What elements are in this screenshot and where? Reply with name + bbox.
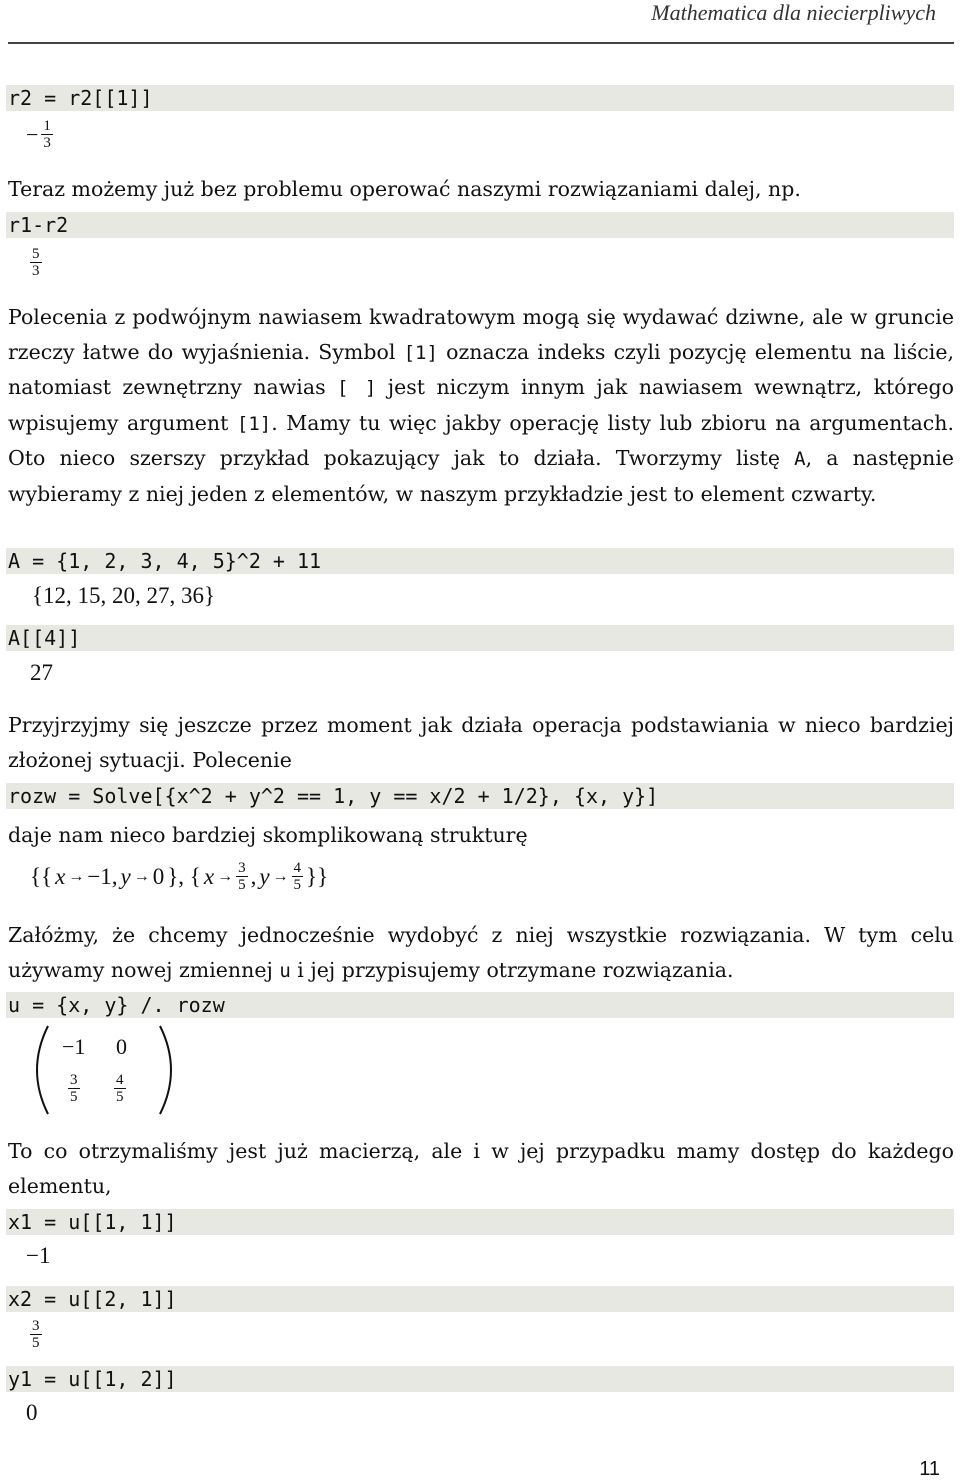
inline-code: A xyxy=(794,448,806,470)
fraction xyxy=(236,860,248,893)
text: , a następnie wybieramy z niej jeden z elementów, w naszym przykładzie jest to element czwarty. xyxy=(8,446,955,506)
output-cell-x1: −1 xyxy=(26,1243,51,1268)
text: oznacza indeks czyli pozycję elementu na liście, natomiast zewnętrzny nawias xyxy=(8,339,954,399)
input-cell-y1[interactable]: y1 = u[[1, 2]] xyxy=(6,1366,954,1392)
output-cell-rozw xyxy=(30,860,328,893)
input-cell-u[interactable]: u = {x, y} /. rozw xyxy=(6,992,954,1018)
page-number: 11 xyxy=(919,1458,940,1480)
comma: , xyxy=(250,863,257,889)
output-cell-y1: 0 xyxy=(26,1400,38,1425)
brace: {{ xyxy=(30,863,53,889)
minus-sign: − xyxy=(26,121,39,147)
inline-code: u xyxy=(279,959,291,982)
paragraph-6: To co otrzymaliśmy jest już macierzą, ale i w jej przypadku mamy dostęp do każdego elementu, xyxy=(8,1139,954,1198)
denominator: 5 xyxy=(70,1089,78,1105)
fraction xyxy=(292,860,304,893)
numerator: 3 xyxy=(70,1072,78,1088)
arrow-icon: → xyxy=(217,867,234,885)
matrix-a11: −1 xyxy=(62,1034,86,1059)
text: i jej przypisujemy otrzymane rozwiązania. xyxy=(290,957,734,982)
var-y: y xyxy=(120,863,131,889)
paragraph-3: Przyjrzyjmy się jeszcze przez moment jak działa operacja podstawiania w nieco bardziej złożonej sytuacji. Polecenie xyxy=(8,713,954,772)
input-cell-rozw[interactable]: rozw = Solve[{x^2 + y^2 == 1, y == x/2 + 1/2}, {x, y}] xyxy=(6,783,954,809)
text: Polecenia z podwójnym nawiasem kwadratowym mogą się wydawać dziwne, ale w gruncie rzeczy łatwe do wyjaśnienia. Symbol xyxy=(8,305,954,364)
brace: }, { xyxy=(167,863,201,889)
denominator: 3 xyxy=(43,135,51,151)
arrow-icon: → xyxy=(272,867,289,885)
fraction xyxy=(30,1318,42,1351)
numerator: 3 xyxy=(32,1318,40,1334)
numerator: 1 xyxy=(43,118,51,134)
fraction xyxy=(41,118,53,151)
paragraph-5 xyxy=(8,918,954,988)
var-x: x xyxy=(55,863,66,889)
arrow-icon: → xyxy=(68,867,85,885)
input-cell-r1-r2[interactable]: r1-r2 xyxy=(6,212,954,238)
output-cell-A: {12, 15, 20, 27, 36} xyxy=(32,583,216,608)
fraction xyxy=(30,246,42,279)
denominator: 5 xyxy=(238,877,246,893)
brace: }} xyxy=(306,863,329,889)
inline-code: [1] xyxy=(403,341,438,364)
page-header: Mathematica dla niecierpliwych xyxy=(651,0,936,25)
output-cell-r1-r2 xyxy=(30,246,42,279)
numerator: 4 xyxy=(293,860,302,876)
matrix-a12: 0 xyxy=(116,1034,127,1059)
denominator: 5 xyxy=(293,877,302,893)
matrix-output xyxy=(30,1024,180,1116)
numerator: 5 xyxy=(32,246,40,262)
matrix-a21 xyxy=(68,1072,80,1105)
value: 0 xyxy=(152,863,165,889)
denominator: 5 xyxy=(32,1335,40,1351)
paragraph-4: daje nam nieco bardziej skomplikowaną strukturę xyxy=(8,823,528,847)
numerator: 3 xyxy=(238,860,246,876)
output-cell-r2 xyxy=(26,118,53,151)
inline-code: [1] xyxy=(236,412,272,435)
denominator: 3 xyxy=(32,263,40,279)
paragraph-1: Teraz możemy już bez problemu operować naszymi rozwiązaniami dalej, np. xyxy=(8,177,801,201)
text: jest niczym innym jak nawiasem wewnątrz, którego wpisujemy argument xyxy=(8,375,954,435)
matrix-a22 xyxy=(114,1072,126,1105)
matrix-brackets xyxy=(30,1024,180,1116)
paragraph-2 xyxy=(8,300,954,511)
inline-code: [ ] xyxy=(337,377,377,399)
output-cell-A4: 27 xyxy=(30,660,53,685)
input-cell-x2[interactable]: x2 = u[[2, 1]] xyxy=(6,1286,954,1312)
header-rule xyxy=(8,42,954,44)
arrow-icon: → xyxy=(133,867,150,885)
text: Załóżmy, że chcemy jednocześnie wydobyć z niej wszystkie rozwiązania. W tym celu używamy nowej zmiennej xyxy=(8,923,954,982)
input-cell-x1[interactable]: x1 = u[[1, 1]] xyxy=(6,1209,954,1235)
input-cell-A[interactable]: A = {1, 2, 3, 4, 5}^2 + 11 xyxy=(6,548,954,574)
output-cell-x2 xyxy=(30,1318,42,1351)
denominator: 5 xyxy=(116,1089,124,1105)
value: −1, xyxy=(87,863,118,889)
var-y: y xyxy=(259,863,270,889)
var-x: x xyxy=(203,863,215,889)
input-cell-r2[interactable]: r2 = r2[[1]] xyxy=(6,85,954,111)
text: . Mamy tu więc jakby operację listy lub zbioru na argumentach. Oto nieco szerszy przykład pokazujący jak to działa. Tworzymy listę xyxy=(8,410,954,470)
numerator: 4 xyxy=(116,1072,124,1088)
input-cell-A4[interactable]: A[[4]] xyxy=(6,625,954,651)
